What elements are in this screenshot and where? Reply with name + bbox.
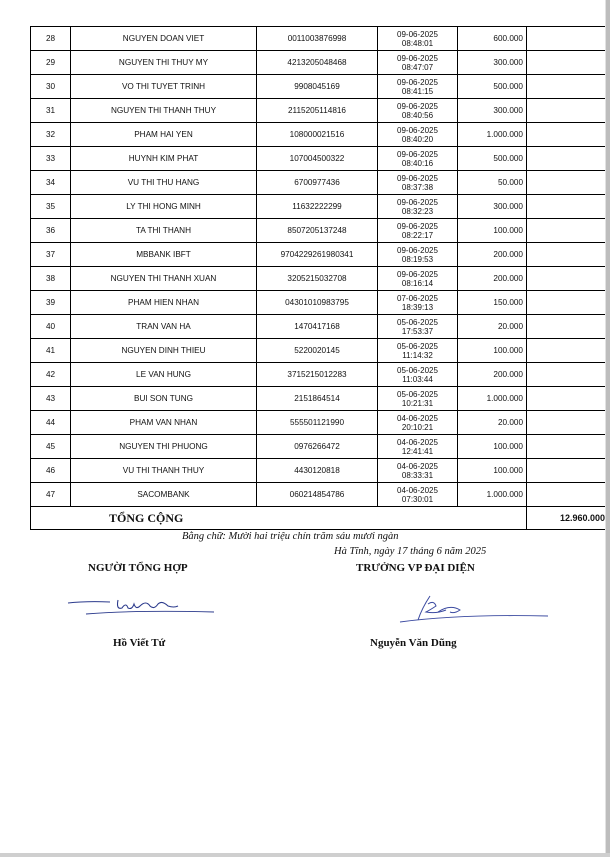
account-number: 2115205114816 bbox=[257, 99, 378, 123]
account-number: 9908045169 bbox=[257, 75, 378, 99]
transaction-date: 05-06-2025 bbox=[397, 365, 438, 375]
account-number: 5220020145 bbox=[257, 339, 378, 363]
row-number: 45 bbox=[31, 435, 71, 459]
total-label: TỔNG CỘNG bbox=[31, 507, 458, 530]
transaction-date: 09-06-2025 bbox=[397, 77, 438, 87]
transaction-date: 04-06-2025 bbox=[397, 437, 438, 447]
transaction-date: 04-06-2025 bbox=[397, 413, 438, 423]
payer-name: NGUYEN DINH THIEU bbox=[71, 339, 257, 363]
table-row bbox=[31, 195, 609, 219]
row-number: 44 bbox=[31, 411, 71, 435]
transaction-time: 08:37:38 bbox=[401, 182, 434, 192]
amount: 500.000 bbox=[458, 75, 527, 99]
transaction-date: 09-06-2025 bbox=[397, 197, 438, 207]
transaction-date: 09-06-2025 bbox=[397, 221, 438, 231]
empty-cell bbox=[527, 243, 609, 267]
table-row bbox=[31, 435, 609, 459]
transaction-time: 08:19:53 bbox=[401, 254, 434, 264]
table-row bbox=[31, 219, 609, 243]
row-number: 35 bbox=[31, 195, 71, 219]
row-number: 42 bbox=[31, 363, 71, 387]
transaction-date: 09-06-2025 bbox=[397, 53, 438, 63]
row-number: 33 bbox=[31, 147, 71, 171]
table-row bbox=[31, 243, 609, 267]
payer-name: SACOMBANK bbox=[71, 483, 257, 507]
row-number: 38 bbox=[31, 267, 71, 291]
row-number: 46 bbox=[31, 459, 71, 483]
empty-cell bbox=[527, 219, 609, 243]
empty-cell bbox=[527, 387, 609, 411]
payer-name: NGUYEN DOAN VIET bbox=[71, 27, 257, 51]
place-date: Hà Tĩnh, ngày 17 tháng 6 năm 2025 bbox=[334, 546, 487, 557]
account-number: 1470417168 bbox=[257, 315, 378, 339]
transaction-date: 05-06-2025 bbox=[397, 317, 438, 327]
transaction-date: 09-06-2025 bbox=[397, 149, 438, 159]
transaction-datetime bbox=[378, 363, 458, 387]
transaction-datetime bbox=[378, 267, 458, 291]
row-number: 40 bbox=[31, 315, 71, 339]
transaction-datetime bbox=[378, 147, 458, 171]
payer-name: HUYNH KIM PHAT bbox=[71, 147, 257, 171]
transaction-datetime bbox=[378, 387, 458, 411]
transaction-time: 08:40:20 bbox=[401, 134, 434, 144]
empty-cell bbox=[527, 75, 609, 99]
row-number: 43 bbox=[31, 387, 71, 411]
total-spacer bbox=[458, 507, 527, 530]
left-signer-name: Hồ Viết Tứ bbox=[113, 637, 166, 649]
table-row bbox=[31, 267, 609, 291]
row-number: 32 bbox=[31, 123, 71, 147]
transaction-datetime bbox=[378, 339, 458, 363]
transaction-date: 04-06-2025 bbox=[397, 461, 438, 471]
right-signature-image bbox=[370, 590, 550, 632]
payer-name: PHAM HIEN NHAN bbox=[71, 291, 257, 315]
payer-name: NGUYEN THI THUY MY bbox=[71, 51, 257, 75]
payer-name: PHAM VAN NHAN bbox=[71, 411, 257, 435]
table-row bbox=[31, 27, 609, 51]
transaction-datetime bbox=[378, 195, 458, 219]
transaction-datetime bbox=[378, 27, 458, 51]
left-signer-title: NGƯỜI TỔNG HỢP bbox=[88, 562, 188, 574]
row-number: 36 bbox=[31, 219, 71, 243]
amount: 100.000 bbox=[458, 459, 527, 483]
amount: 100.000 bbox=[458, 435, 527, 459]
transaction-time: 08:16:14 bbox=[401, 278, 434, 288]
account-number: 555501121990 bbox=[257, 411, 378, 435]
transaction-date: 09-06-2025 bbox=[397, 125, 438, 135]
transaction-date: 04-06-2025 bbox=[397, 485, 438, 495]
amount: 200.000 bbox=[458, 243, 527, 267]
row-number: 34 bbox=[31, 171, 71, 195]
payer-name: TA THI THANH bbox=[71, 219, 257, 243]
transaction-datetime bbox=[378, 123, 458, 147]
total-row bbox=[31, 507, 609, 530]
table-row bbox=[31, 411, 609, 435]
account-number: 0976266472 bbox=[257, 435, 378, 459]
account-number: 108000021516 bbox=[257, 123, 378, 147]
payer-name: NGUYEN THI PHUONG bbox=[71, 435, 257, 459]
table-row bbox=[31, 483, 609, 507]
amount: 600.000 bbox=[458, 27, 527, 51]
amount: 300.000 bbox=[458, 195, 527, 219]
row-number: 28 bbox=[31, 27, 71, 51]
amount: 100.000 bbox=[458, 339, 527, 363]
transaction-datetime bbox=[378, 51, 458, 75]
empty-cell bbox=[527, 363, 609, 387]
transaction-datetime bbox=[378, 99, 458, 123]
account-number: 4213205048468 bbox=[257, 51, 378, 75]
right-signer-name: Nguyễn Văn Dũng bbox=[370, 637, 457, 649]
row-number: 30 bbox=[31, 75, 71, 99]
payer-name: LY THI HONG MINH bbox=[71, 195, 257, 219]
account-number: 2151864514 bbox=[257, 387, 378, 411]
transaction-datetime bbox=[378, 291, 458, 315]
transaction-time: 08:22:17 bbox=[401, 230, 434, 240]
amount: 20.000 bbox=[458, 315, 527, 339]
payer-name: NGUYEN THI THANH XUAN bbox=[71, 267, 257, 291]
account-number: 9704229261980341 bbox=[257, 243, 378, 267]
transaction-datetime bbox=[378, 315, 458, 339]
transaction-datetime bbox=[378, 219, 458, 243]
amount: 150.000 bbox=[458, 291, 527, 315]
empty-cell bbox=[527, 315, 609, 339]
transaction-date: 09-06-2025 bbox=[397, 101, 438, 111]
right-signer-title: TRƯỞNG VP ĐẠI DIỆN bbox=[356, 562, 475, 574]
empty-cell bbox=[527, 411, 609, 435]
payer-name: LE VAN HUNG bbox=[71, 363, 257, 387]
transaction-datetime bbox=[378, 75, 458, 99]
empty-cell bbox=[527, 339, 609, 363]
transaction-time: 08:41:15 bbox=[401, 86, 434, 96]
table-row bbox=[31, 387, 609, 411]
account-number: 060214854786 bbox=[257, 483, 378, 507]
payer-name: VU THI THU HANG bbox=[71, 171, 257, 195]
transaction-date: 09-06-2025 bbox=[397, 29, 438, 39]
payer-name: TRAN VAN HA bbox=[71, 315, 257, 339]
amount: 200.000 bbox=[458, 363, 527, 387]
page-scrollbar-edge bbox=[606, 0, 610, 857]
row-number: 29 bbox=[31, 51, 71, 75]
table-row bbox=[31, 315, 609, 339]
account-number: 6700977436 bbox=[257, 171, 378, 195]
empty-cell bbox=[527, 99, 609, 123]
transaction-date: 09-06-2025 bbox=[397, 245, 438, 255]
transaction-datetime bbox=[378, 243, 458, 267]
page-bottom-edge bbox=[0, 853, 610, 857]
transaction-table bbox=[30, 26, 609, 530]
account-number: 0011003876998 bbox=[257, 27, 378, 51]
empty-cell bbox=[527, 123, 609, 147]
amount-in-words: Bằng chữ: Mười hai triệu chín trăm sáu mươi ngàn bbox=[182, 531, 399, 542]
account-number: 4430120818 bbox=[257, 459, 378, 483]
transaction-datetime bbox=[378, 411, 458, 435]
amount: 300.000 bbox=[458, 99, 527, 123]
transaction-time: 10:21:31 bbox=[401, 398, 434, 408]
transaction-time: 20:10:21 bbox=[401, 422, 434, 432]
table-row bbox=[31, 363, 609, 387]
amount: 100.000 bbox=[458, 219, 527, 243]
transaction-time: 08:33:31 bbox=[401, 470, 434, 480]
table-row bbox=[31, 339, 609, 363]
payer-name: VU THI THANH THUY bbox=[71, 459, 257, 483]
amount: 1.000.000 bbox=[458, 483, 527, 507]
table-row bbox=[31, 75, 609, 99]
payer-name: MBBANK IBFT bbox=[71, 243, 257, 267]
account-number: 3715215012283 bbox=[257, 363, 378, 387]
transaction-time: 11:14:32 bbox=[402, 350, 433, 360]
total-amount: 12.960.000 bbox=[527, 507, 609, 530]
table-row bbox=[31, 459, 609, 483]
amount: 1.000.000 bbox=[458, 123, 527, 147]
account-number: 107004500322 bbox=[257, 147, 378, 171]
transaction-datetime bbox=[378, 171, 458, 195]
amount: 200.000 bbox=[458, 267, 527, 291]
transaction-time: 18:39:13 bbox=[401, 302, 434, 312]
row-number: 41 bbox=[31, 339, 71, 363]
empty-cell bbox=[527, 267, 609, 291]
row-number: 31 bbox=[31, 99, 71, 123]
amount: 50.000 bbox=[458, 171, 527, 195]
transaction-time: 07:30:01 bbox=[401, 494, 434, 504]
transaction-date: 05-06-2025 bbox=[397, 389, 438, 399]
amount: 300.000 bbox=[458, 51, 527, 75]
payer-name: PHAM HAI YEN bbox=[71, 123, 257, 147]
transaction-date: 07-06-2025 bbox=[397, 293, 438, 303]
transaction-time: 11:03:44 bbox=[402, 374, 433, 384]
table-row bbox=[31, 147, 609, 171]
empty-cell bbox=[527, 147, 609, 171]
row-number: 47 bbox=[31, 483, 71, 507]
row-number: 37 bbox=[31, 243, 71, 267]
transaction-date: 05-06-2025 bbox=[397, 341, 438, 351]
payer-name: BUI SON TUNG bbox=[71, 387, 257, 411]
transaction-time: 08:32:23 bbox=[401, 206, 434, 216]
account-number: 3205215032708 bbox=[257, 267, 378, 291]
amount: 20.000 bbox=[458, 411, 527, 435]
transaction-time: 17:53:37 bbox=[401, 326, 434, 336]
table-row bbox=[31, 51, 609, 75]
empty-cell bbox=[527, 51, 609, 75]
transaction-datetime bbox=[378, 435, 458, 459]
amount: 1.000.000 bbox=[458, 387, 527, 411]
transaction-time: 12:41:41 bbox=[401, 446, 434, 456]
left-signature-image bbox=[66, 594, 216, 622]
empty-cell bbox=[527, 195, 609, 219]
table-row bbox=[31, 171, 609, 195]
account-number: 11632222299 bbox=[257, 195, 378, 219]
table-row bbox=[31, 291, 609, 315]
table-row bbox=[31, 123, 609, 147]
transaction-datetime bbox=[378, 483, 458, 507]
transaction-date: 09-06-2025 bbox=[397, 269, 438, 279]
empty-cell bbox=[527, 171, 609, 195]
payer-name: NGUYEN THI THANH THUY bbox=[71, 99, 257, 123]
transaction-time: 08:40:56 bbox=[401, 110, 434, 120]
table-row bbox=[31, 99, 609, 123]
transaction-time: 08:40:16 bbox=[401, 158, 434, 168]
account-number: 04301010983795 bbox=[257, 291, 378, 315]
transaction-datetime bbox=[378, 459, 458, 483]
amount: 500.000 bbox=[458, 147, 527, 171]
empty-cell bbox=[527, 27, 609, 51]
empty-cell bbox=[527, 291, 609, 315]
empty-cell bbox=[527, 435, 609, 459]
payer-name: VO THI TUYET TRINH bbox=[71, 75, 257, 99]
row-number: 39 bbox=[31, 291, 71, 315]
transaction-time: 08:48:01 bbox=[401, 38, 434, 48]
transaction-time: 08:47:07 bbox=[401, 62, 434, 72]
empty-cell bbox=[527, 483, 609, 507]
account-number: 8507205137248 bbox=[257, 219, 378, 243]
transaction-date: 09-06-2025 bbox=[397, 173, 438, 183]
empty-cell bbox=[527, 459, 609, 483]
